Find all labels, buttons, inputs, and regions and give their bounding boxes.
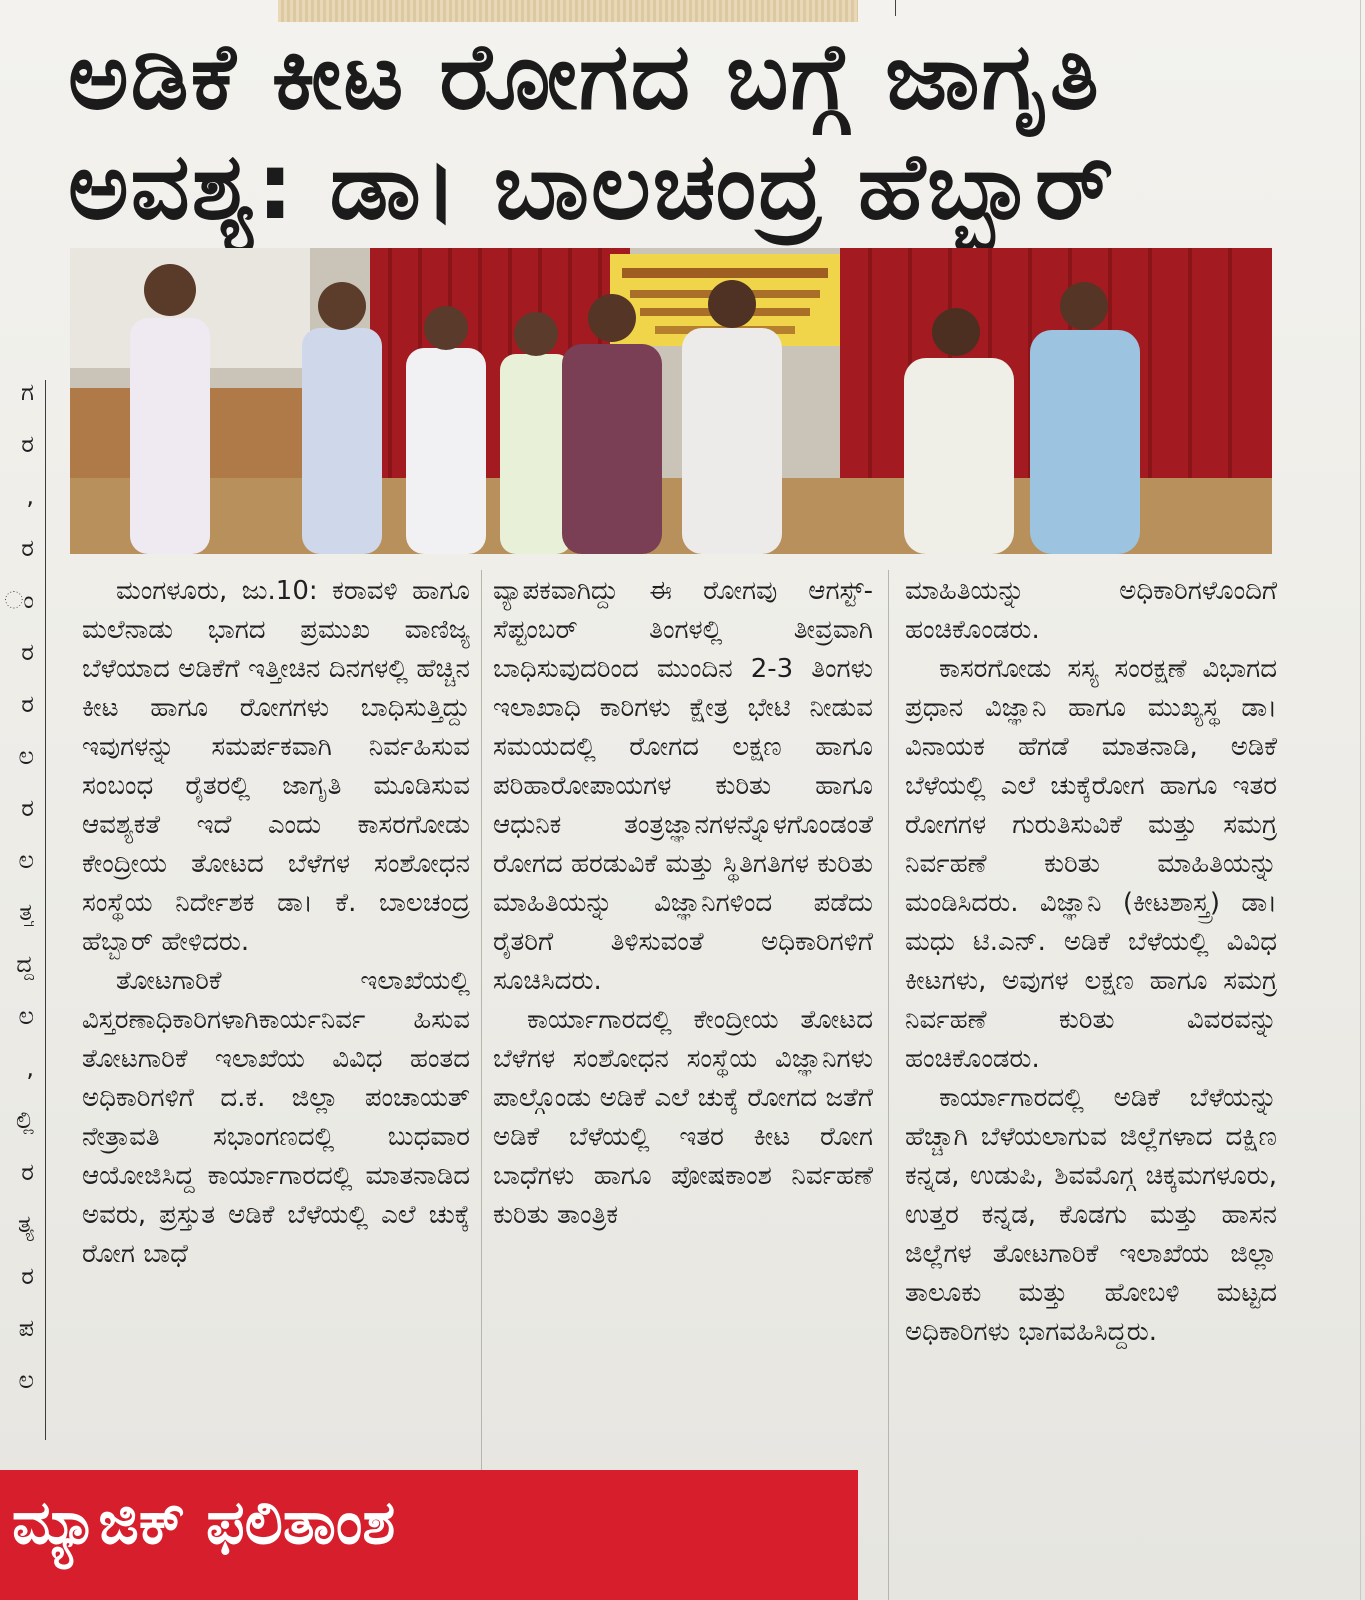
- right-edge-rule: [1360, 0, 1361, 1600]
- column3-paragraph-1: ಮಾಹಿತಿಯನ್ನು ಅಧಿಕಾರಿಗಳೊಂದಿಗೆ ಹಂಚಿಕೊಂಡರು.: [905, 576, 1277, 645]
- headline-line-1: ಅಡಿಕೆ ಕೀಟ ರೋಗದ ಬಗ್ಗೆ ಜಾಗೃತಿ: [68, 23, 1101, 130]
- adjacent-column-fragment: ರ: [21, 794, 34, 822]
- event-photo: [70, 248, 1272, 554]
- event-photo-illustration: [70, 248, 1272, 554]
- adjacent-column-fragment: ಲ: [18, 1002, 34, 1030]
- adjacent-column-fragment: ರ: [21, 1158, 34, 1186]
- adjacent-column-fragment: ಲ್ಲಿ: [15, 1106, 34, 1134]
- banner-title: ಮ್ಯಾಜಿಕ್ ಫಲಿತಾಂಶ: [12, 1488, 396, 1558]
- adjacent-column-fragment: ಗ: [21, 380, 34, 406]
- adjacent-column-fragment: ,: [26, 482, 34, 510]
- adjacent-column-fragment: ದ್ದ: [16, 950, 34, 978]
- column3-paragraph-3: ಕಾರ್ಯಾಗಾರದಲ್ಲಿ ಅಡಿಕೆ ಬೆಳೆಯನ್ನು ಹೆಚ್ಚಾಗಿ ಬೆಳೆಯಲಾಗುವ ಜಿಲ್ಲೆಗಳಾದ ದಕ್ಷಿಣ ಕನ್ನಡ, ಉಡುಪಿ, ಶಿವಮೊಗ್ಗ ಚಿಕ್ಕಮಗಳೂರು, ಉತ್ತರ ಕನ್ನಡ, ಕೊಡಗು ಮತ್ತು ಹಾಸನ ಜಿಲ್ಲೆಗಳ ತೋಟಗಾರಿಕೆ ಇಲಾಖೆಯ ಜಿಲ್ಲಾ ತಾಲೂಕು ಮತ್ತು ಹೋಬಳಿ ಮಟ್ಟದ ಅಧಿಕಾರಿಗಳು ಭಾಗವಹಿಸಿದ್ದರು.: [905, 1083, 1277, 1347]
- next-article-banner: [0, 1470, 858, 1600]
- adjacent-column-fragment: ಲ: [18, 846, 34, 874]
- adjacent-column-fragment: ಪ: [18, 1314, 34, 1342]
- headline-line-2: ಅವಶ್ಯ: ಡಾ। ಬಾಲಚಂದ್ರ ಹೆಬ್ಬಾರ್: [68, 133, 1116, 240]
- top-decorative-band: [278, 0, 858, 22]
- column2-paragraph-2: ಕಾರ್ಯಾಗಾರದಲ್ಲಿ ಕೇಂದ್ರೀಯ ತೋಟದ ಬೆಳೆಗಳ ಸಂಶೋಧನ ಸಂಸ್ಥೆಯ ವಿಜ್ಞಾನಿಗಳು ಪಾಲ್ಗೊಂಡು ಅಡಿಕೆ ಎಲೆ ಚುಕ್ಕೆ ರೋಗದ ಜತೆಗೆ ಅಡಿಕೆ ಬೆಳೆಯಲ್ಲಿ ಇತರ ಕೀಟ ರೋಗ ಬಾಧೆಗಳು ಹಾಗೂ ಪೋಷಕಾಂಶ ನಿರ್ವಹಣೆ ಕುರಿತು ತಾಂತ್ರಿಕ: [493, 1005, 873, 1230]
- adjacent-column-fragment: ,: [26, 1054, 34, 1082]
- column-rule-2: [888, 570, 889, 1600]
- column3-paragraph-2: ಕಾಸರಗೋಡು ಸಸ್ಯ ಸಂರಕ್ಷಣೆ ವಿಭಾಗದ ಪ್ರಧಾನ ವಿಜ್ಞಾನಿ ಹಾಗೂ ಮುಖ್ಯಸ್ಥ ಡಾ। ವಿನಾಯಕ ಹೆಗಡೆ ಮಾತನಾಡಿ, ಅಡಿಕೆ ಬೆಳೆಯಲ್ಲಿ ಎಲೆ ಚುಕ್ಕೆರೋಗ ಹಾಗೂ ಇತರ ರೋಗಗಳ ಗುರುತಿಸುವಿಕೆ ಮತ್ತು ಸಮಗ್ರ ನಿರ್ವಹಣೆ ಕುರಿತು ಮಾಹಿತಿಯನ್ನು ಮಂಡಿಸಿದರು. ವಿಜ್ಞಾನಿ (ಕೀಟಶಾಸ್ತ್ರ) ಡಾ। ಮಧು ಟಿ.ಎನ್. ಅಡಿಕೆ ಬೆಳೆಯಲ್ಲಿ ವಿವಿಧ ಕೀಟಗಳು, ಅವುಗಳ ಲಕ್ಷಣ ಹಾಗೂ ಸಮಗ್ರ ನಿರ್ವಹಣೆ ಕುರಿತು ವಿವರವನ್ನು ಹಂಚಿಕೊಂಡರು.: [905, 654, 1277, 1074]
- column1-paragraph-1: ಮಂಗಳೂರು, ಜು.10: ಕರಾವಳಿ ಹಾಗೂ ಮಲೆನಾಡು ಭಾಗದ ಪ್ರಮುಖ ವಾಣಿಜ್ಯ ಬೆಳೆಯಾದ ಅಡಿಕೆಗೆ ಇತ್ತೀಚಿನ ದಿನಗಳಲ್ಲಿ ಹೆಚ್ಚಿನ ಕೀಟ ಹಾಗೂ ರೋಗಗಳು ಬಾಧಿಸುತ್ತಿದ್ದು ಇವುಗಳನ್ನು ಸಮರ್ಪಕವಾಗಿ ನಿರ್ವಹಿಸುವ ಸಂಬಂಧ ರೈತರಲ್ಲಿ ಜಾಗೃತಿ ಮೂಡಿಸುವ ಆವಶ್ಯಕತೆ ಇದೆ ಎಂದು ಕಾಸರಗೋಡು ಕೇಂದ್ರೀಯ ತೋಟದ ಬೆಳೆಗಳ ಸಂಶೋಧನ ಸಂಸ್ಥೆಯ ನಿರ್ದೇಶಕ ಡಾ। ಕೆ. ಬಾಲಚಂದ್ರ ಹೆಬ್ಬಾರ್ ಹೇಳಿದರು.: [82, 576, 470, 957]
- adjacent-column-fragment: ಲ: [18, 1366, 34, 1394]
- adjacent-column-fragment: ಲ: [18, 742, 34, 770]
- top-rule: [895, 0, 896, 16]
- adjacent-column-fragment: ತ್ತ: [19, 898, 34, 926]
- adjacent-column-fragment: ತ್ಯ: [17, 1210, 34, 1238]
- adjacent-column-fragment: ರ: [21, 1262, 34, 1290]
- adjacent-column-fragment: ಂ: [4, 586, 34, 614]
- article-column-2: [493, 572, 873, 1235]
- column1-paragraph-2: ತೋಟಗಾರಿಕೆ ಇಲಾಖೆಯಲ್ಲಿ ವಿಸ್ತರಣಾಧಿಕಾರಿಗಳಾಗಿಕಾರ್ಯನಿರ್ವ ಹಿಸುವ ತೋಟಗಾರಿಕೆ ಇಲಾಖೆಯ ವಿವಿಧ ಹಂತದ ಅಧಿಕಾರಿಗಳಿಗೆ ದ.ಕ. ಜಿಲ್ಲಾ ಪಂಚಾಯತ್ ನೇತ್ರಾವತಿ ಸಭಾಂಗಣದಲ್ಲಿ ಬುಧವಾರ ಆಯೋಜಿಸಿದ್ದ ಕಾರ್ಯಾಗಾರದಲ್ಲಿ ಮಾತನಾಡಿದ ಅವರು, ಪ್ರಸ್ತುತ ಅಡಿಕೆ ಬೆಳೆಯಲ್ಲಿ ಎಲೆ ಚುಕ್ಕೆ ರೋಗ ಬಾಧೆ: [82, 966, 470, 1269]
- column2-paragraph-1: ವ್ಯಾಪಕವಾಗಿದ್ದು ಈ ರೋಗವು ಆಗಸ್ಟ್- ಸೆಪ್ಟಂಬರ್ ತಿಂಗಳಲ್ಲಿ ತೀವ್ರವಾಗಿ ಬಾಧಿಸುವುದರಿಂದ ಮುಂದಿನ 2-3 ತಿಂಗಳು ಇಲಾಖಾಧಿ ಕಾರಿಗಳು ಕ್ಷೇತ್ರ ಭೇಟಿ ನೀಡುವ ಸಮಯದಲ್ಲಿ ರೋಗದ ಲಕ್ಷಣ ಹಾಗೂ ಪರಿಹಾರೋಪಾಯಗಳ ಕುರಿತು ಹಾಗೂ ಆಧುನಿಕ ತಂತ್ರಜ್ಞಾನಗಳನ್ನೊಳಗೊಂಡಂತೆ ರೋಗದ ಹರಡುವಿಕೆ ಮತ್ತು ಸ್ಥಿತಿಗತಿಗಳ ಕುರಿತು ಮಾಹಿತಿಯನ್ನು ವಿಜ್ಞಾನಿಗಳಿಂದ ಪಡೆದು ರೈತರಿಗೆ ತಿಳಿಸುವಂತೆ ಅಧಿಕಾರಿಗಳಿಗೆ ಸೂಚಿಸಿದರು.: [493, 576, 873, 996]
- column-rule-1: [481, 570, 482, 1470]
- adjacent-column-fragment: ರ: [21, 430, 34, 458]
- article-column-3: [905, 572, 1277, 1352]
- article-column-1: [82, 572, 470, 1274]
- adjacent-column-fragments: [0, 380, 34, 1420]
- adjacent-column-fragment: ರ: [21, 690, 34, 718]
- adjacent-column-fragment: ರ: [21, 534, 34, 562]
- column-divider-left: [45, 380, 46, 1440]
- adjacent-column-fragment: ರ: [21, 638, 34, 666]
